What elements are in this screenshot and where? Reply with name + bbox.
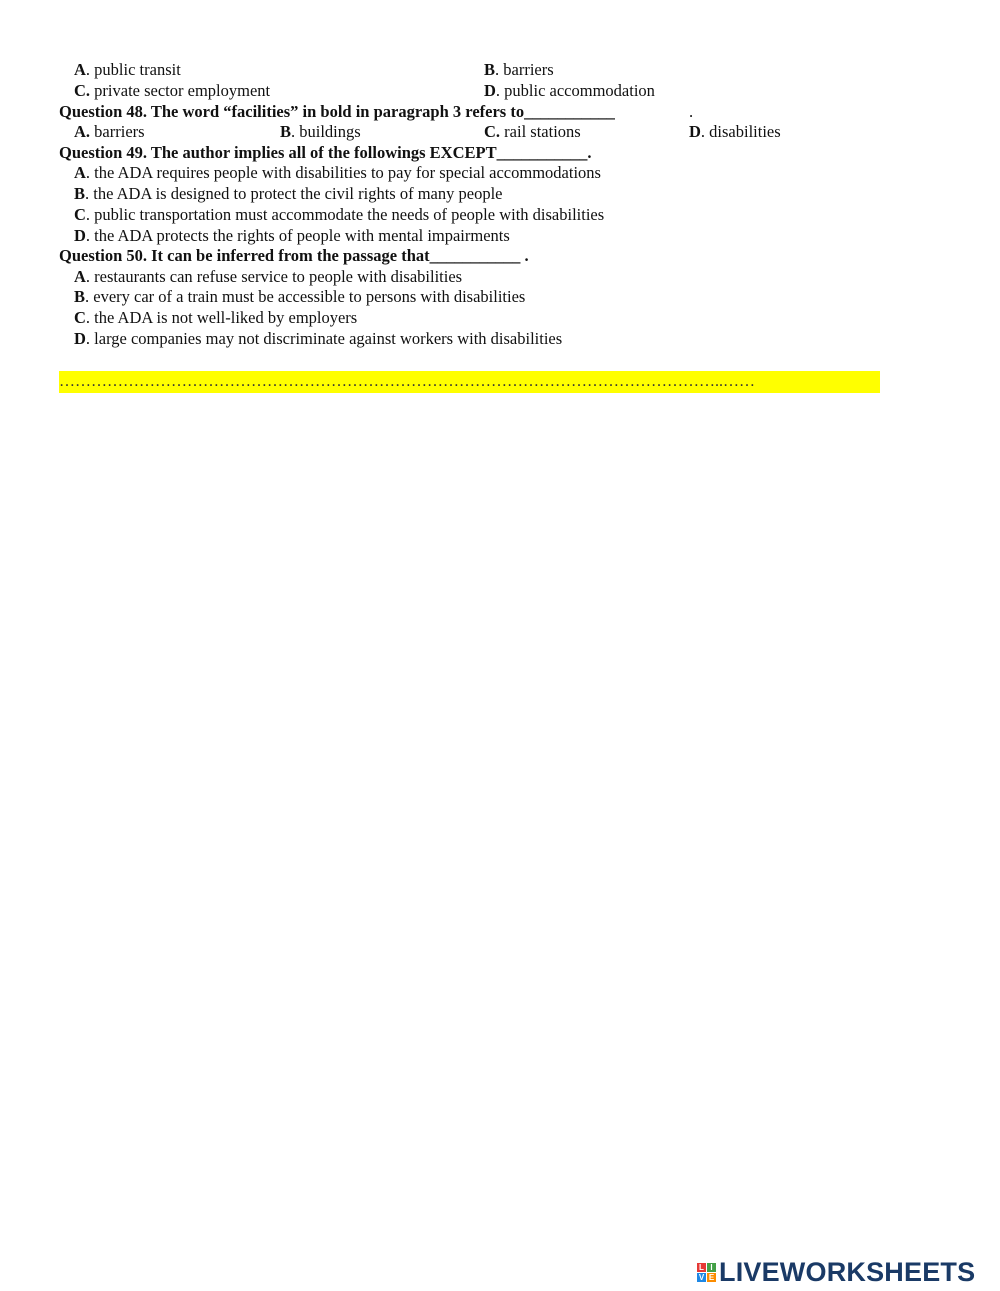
live-logo-icon <box>697 1263 716 1282</box>
q47-option-c[interactable] <box>74 81 270 101</box>
option-text: . the ADA requires people with disabilities to pay for special accommodations <box>85 163 601 182</box>
q49-option-a[interactable] <box>74 163 601 183</box>
option-letter: D <box>689 122 701 141</box>
option-letter: B <box>74 184 86 203</box>
option-letter: B <box>74 287 86 306</box>
option-letter: A <box>74 60 86 79</box>
option-text: . every car of a train must be accessible to persons with disabilities <box>85 287 526 306</box>
option-text: barriers <box>90 122 145 141</box>
option-text: . buildings <box>291 122 361 141</box>
q50-option-b[interactable] <box>74 287 525 307</box>
option-text: . the ADA is not well-liked by employers <box>85 308 358 327</box>
q47-option-b[interactable] <box>484 60 554 80</box>
option-text: . public accommodation <box>495 81 655 100</box>
option-text: . public transit <box>85 60 181 79</box>
option-letter: C <box>74 205 86 224</box>
q49-stem: Question 49. The author implies all of the followings EXCEPT___________. <box>59 143 592 162</box>
option-letter: D <box>74 329 86 348</box>
q49-option-c[interactable] <box>74 205 604 225</box>
q48-trailing-period: . <box>689 102 694 121</box>
logo-icon-letter: E <box>708 1272 715 1282</box>
option-text: . public transportation must accommodate the needs of people with disabilities <box>85 205 605 224</box>
q48-option-d[interactable] <box>689 122 781 142</box>
option-text: . barriers <box>495 60 554 79</box>
option-text: . the ADA protects the rights of people with mental impairments <box>85 226 510 245</box>
logo-icon-letter: V <box>698 1272 705 1282</box>
logo-icon-letter: I <box>707 1263 716 1272</box>
q50-stem: Question 50. It can be inferred from the passage that___________ . <box>59 246 529 265</box>
option-text: private sector employment <box>90 81 271 100</box>
q49-option-d[interactable] <box>74 226 510 246</box>
q48-option-c[interactable] <box>484 122 581 142</box>
option-letter: B <box>280 122 292 141</box>
q48-option-a[interactable] <box>74 122 145 142</box>
option-letter: A <box>74 163 86 182</box>
option-letter: D <box>74 226 86 245</box>
q50-option-c[interactable] <box>74 308 357 328</box>
option-letter: D <box>484 81 496 100</box>
option-text: . large companies may not discriminate against workers with disabilities <box>85 329 563 348</box>
logo-wordmark: LIVEWORKSHEETS <box>719 1256 976 1287</box>
highlighted-divider: ……………………………………………………………………………………………………………..…… <box>59 371 880 393</box>
option-text: . disabilities <box>700 122 781 141</box>
q50-option-d[interactable] <box>74 329 562 349</box>
option-letter: B <box>484 60 496 79</box>
logo-icon-letter: L <box>697 1263 706 1272</box>
q48-stem: Question 48. The word “facilities” in bold in paragraph 3 refers to___________ <box>59 102 615 121</box>
q49-option-b[interactable] <box>74 184 502 204</box>
liveworksheets-logo <box>697 1258 975 1286</box>
option-text: rail stations <box>500 122 581 141</box>
option-letter: A. <box>74 122 91 141</box>
q50-option-a[interactable] <box>74 267 462 287</box>
option-text: . the ADA is designed to protect the civil rights of many people <box>85 184 503 203</box>
q47-option-d[interactable] <box>484 81 655 101</box>
option-text: . restaurants can refuse service to people with disabilities <box>85 267 463 286</box>
option-letter: A <box>74 267 86 286</box>
q48-option-b[interactable] <box>280 122 361 142</box>
option-letter: C. <box>74 81 91 100</box>
q47-option-a[interactable] <box>74 60 181 80</box>
option-letter: C <box>74 308 86 327</box>
option-letter: C. <box>484 122 501 141</box>
